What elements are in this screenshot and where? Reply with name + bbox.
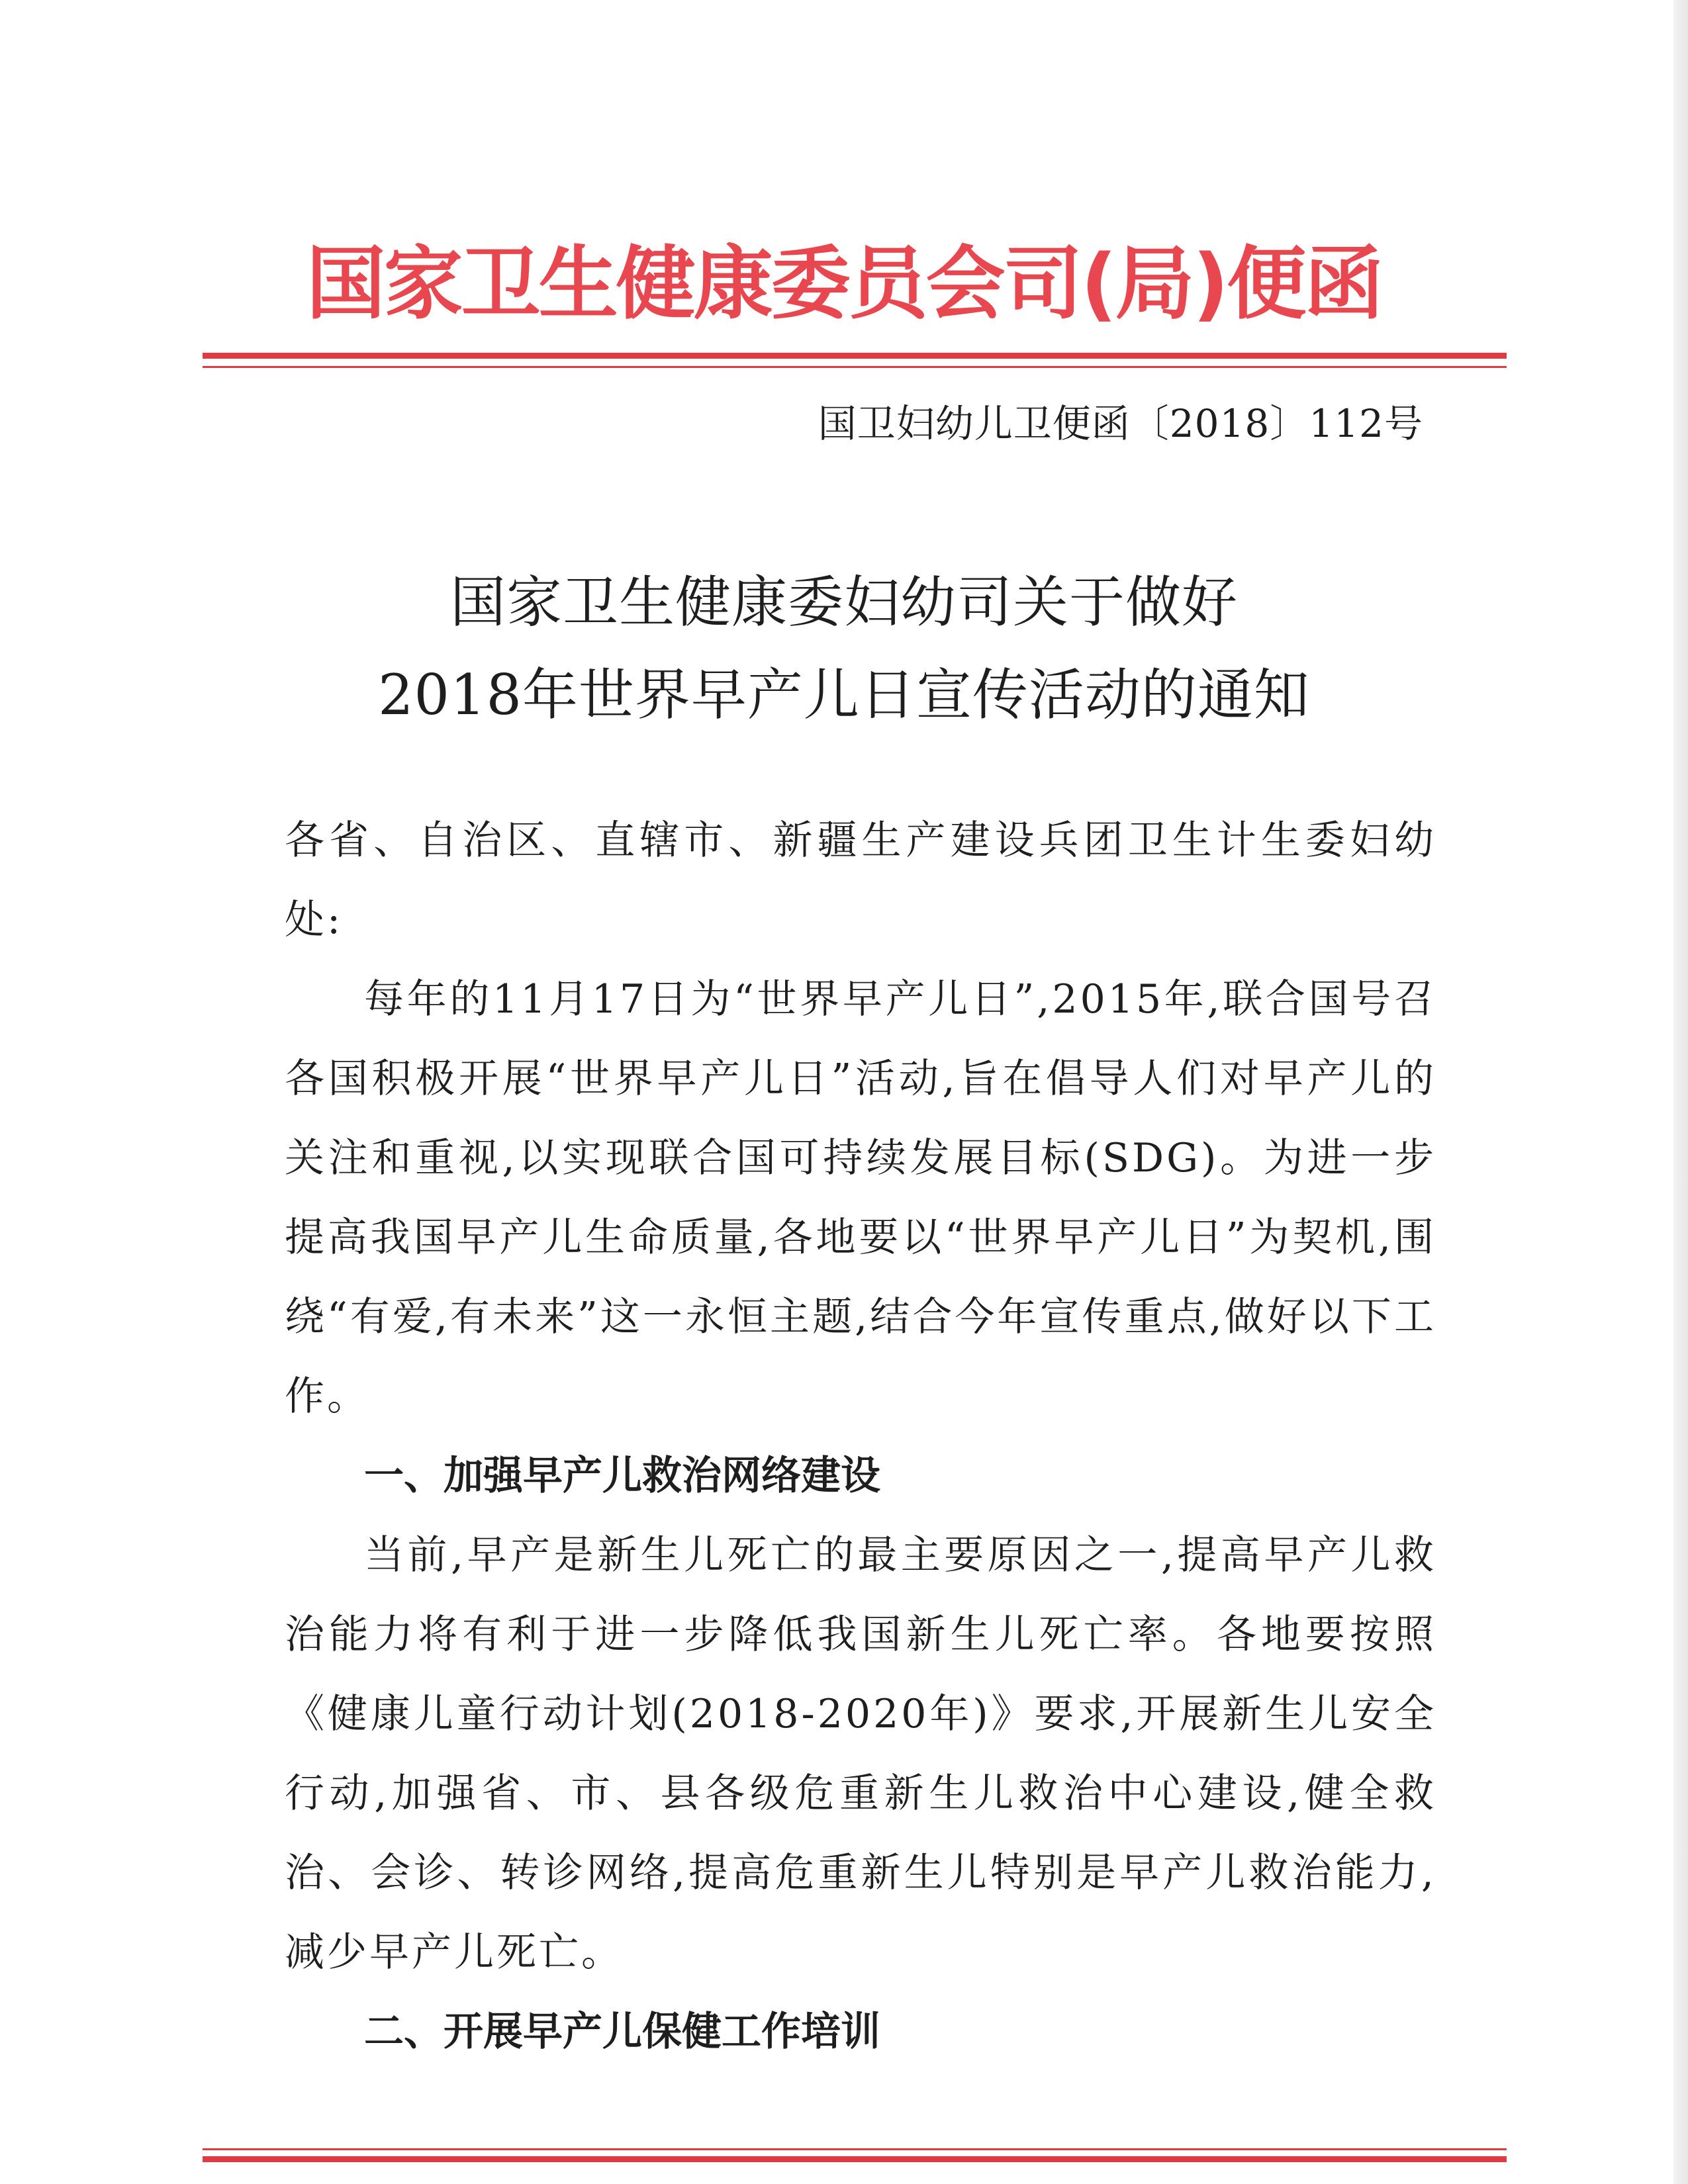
footer-rule-thin — [203, 2148, 1507, 2150]
scanned-page-edge — [1673, 0, 1688, 2184]
section-1-paragraph: 当前,早产是新生儿死亡的最主要原因之一,提高早产儿救治能力将有利于进一步降低我国新生儿死亡率。各地要按照《健康儿童行动计划(2018-2020年)》要求,开展新生儿安全行动,加强省、市、县各级危重新生儿救治中心建设,健全救治、会诊、转诊网络,提高危重新生儿特别是早产儿救治能力,减少早产儿死亡。 — [285, 1532, 1436, 1976]
letterhead-rule-thick — [203, 353, 1507, 359]
document-title-line-2: 2018年世界早产儿日宣传活动的通知 — [378, 662, 1310, 727]
document-number: 国卫妇幼儿卫便函〔2018〕112号 — [818, 401, 1423, 446]
document-title — [199, 556, 1489, 741]
section-2-heading: 二、开展早产儿保健工作培训 — [364, 2009, 880, 2055]
letterhead-title: 国家卫生健康委员会司(局)便函 — [306, 238, 1382, 330]
letterhead-rule-thin — [203, 366, 1507, 368]
footer-rule-thick — [203, 2156, 1507, 2162]
section-1-heading: 一、加强早产儿救治网络建设 — [364, 1453, 880, 1499]
salutation: 各省、自治区、直辖市、新疆生产建设兵团卫生计生委妇幼处: — [285, 817, 1436, 943]
intro-paragraph: 每年的11月17日为“世界早产儿日”,2015年,联合国号召各国积极开展“世界早产儿日”活动,旨在倡导人们对早产儿的关注和重视,以实现联合国可持续发展目标(SDG)。为进一步提高我国早产儿生命质量,各地要以“世界早产儿日”为契机,围绕“有爱,有未来”这一永恒主题,结合今年宣传重点,做好以下工作。 — [285, 976, 1436, 1420]
document-body — [285, 801, 1436, 2071]
document-title-line-1: 国家卫生健康委妇幼司关于做好 — [449, 570, 1238, 635]
